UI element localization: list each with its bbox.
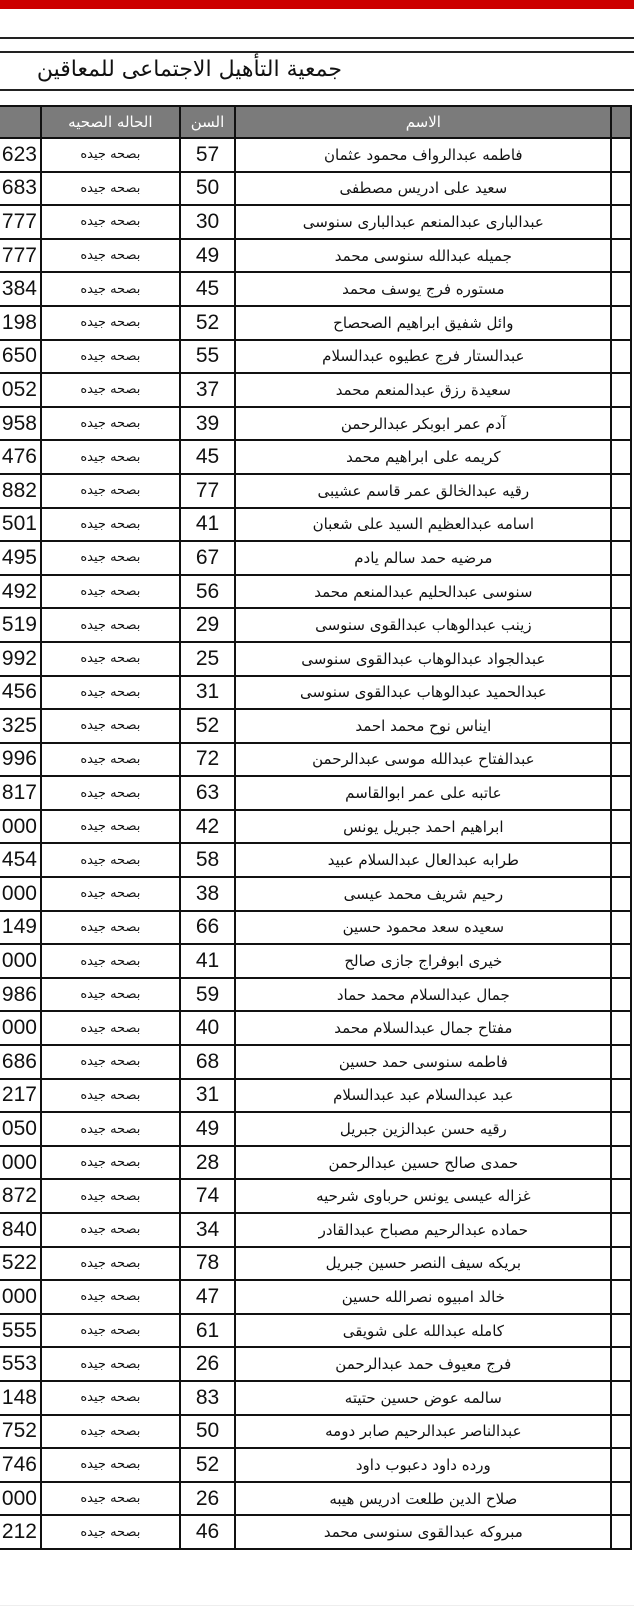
cell-index xyxy=(611,138,631,172)
cell-number: 882 xyxy=(0,474,41,508)
cell-status: بصحه جيده xyxy=(41,1213,180,1247)
cell-number: 872 xyxy=(0,1179,41,1213)
header-age: السن xyxy=(180,106,236,138)
cell-number: 454 xyxy=(0,843,41,877)
table-row xyxy=(0,340,631,374)
cell-status: بصحه جيده xyxy=(41,877,180,911)
cell-index xyxy=(611,340,631,374)
table-row xyxy=(0,709,631,743)
cell-number: 198 xyxy=(0,306,41,340)
cell-number: 000 xyxy=(0,1146,41,1180)
cell-number: 752 xyxy=(0,1415,41,1449)
cell-index xyxy=(611,709,631,743)
table-row xyxy=(0,138,631,172)
table-row xyxy=(0,508,631,542)
cell-number: 992 xyxy=(0,642,41,676)
cell-age: 25 xyxy=(180,642,236,676)
cell-number: 996 xyxy=(0,743,41,777)
cell-number: 148 xyxy=(0,1381,41,1415)
cell-index xyxy=(611,843,631,877)
document-title: جمعية التأهيل الاجتماعى للمعاقين xyxy=(36,57,342,82)
cell-number: 000 xyxy=(0,944,41,978)
cell-index xyxy=(611,1179,631,1213)
table-row xyxy=(0,1448,631,1482)
table-row xyxy=(0,1314,631,1348)
cell-name: عبدالفتاح عبدالله موسى عبدالرحمن xyxy=(235,743,611,777)
cell-index xyxy=(611,978,631,1012)
cell-number: 456 xyxy=(0,676,41,710)
cell-index xyxy=(611,1213,631,1247)
cell-age: 45 xyxy=(180,272,236,306)
cell-number: 840 xyxy=(0,1213,41,1247)
table-row xyxy=(0,877,631,911)
header-index xyxy=(611,106,631,138)
cell-status: بصحه جيده xyxy=(41,1179,180,1213)
cell-age: 55 xyxy=(180,340,236,374)
cell-age: 41 xyxy=(180,508,236,542)
cell-age: 72 xyxy=(180,743,236,777)
cell-name: مفتاح جمال عبدالسلام محمد xyxy=(235,1011,611,1045)
table-row xyxy=(0,776,631,810)
table-row xyxy=(0,911,631,945)
cell-age: 83 xyxy=(180,1381,236,1415)
cell-age: 42 xyxy=(180,810,236,844)
cell-age: 28 xyxy=(180,1146,236,1180)
cell-name: مستوره فرج يوسف محمد xyxy=(235,272,611,306)
cell-age: 74 xyxy=(180,1179,236,1213)
top-red-bar xyxy=(0,0,634,9)
cell-number: 683 xyxy=(0,172,41,206)
cell-status: بصحه جيده xyxy=(41,138,180,172)
cell-name: مرضيه حمد سالم يادم xyxy=(235,541,611,575)
cell-name: فاطمه سنوسى حمد حسين xyxy=(235,1045,611,1079)
cell-status: بصحه جيده xyxy=(41,1347,180,1381)
cell-age: 61 xyxy=(180,1314,236,1348)
cell-status: بصحه جيده xyxy=(41,1280,180,1314)
cell-number: 000 xyxy=(0,810,41,844)
table-row xyxy=(0,1247,631,1281)
cell-age: 52 xyxy=(180,306,236,340)
table-row xyxy=(0,676,631,710)
cell-status: بصحه جيده xyxy=(41,1448,180,1482)
cell-index xyxy=(611,474,631,508)
cell-age: 39 xyxy=(180,407,236,441)
cell-status: بصحه جيده xyxy=(41,340,180,374)
cell-index xyxy=(611,1314,631,1348)
cell-age: 66 xyxy=(180,911,236,945)
cell-age: 58 xyxy=(180,843,236,877)
cell-status: بصحه جيده xyxy=(41,810,180,844)
cell-age: 56 xyxy=(180,575,236,609)
table-header-row xyxy=(0,106,631,138)
cell-status: بصحه جيده xyxy=(41,407,180,441)
cell-status: بصحه جيده xyxy=(41,1381,180,1415)
cell-age: 29 xyxy=(180,608,236,642)
cell-age: 59 xyxy=(180,978,236,1012)
cell-status: بصحه جيده xyxy=(41,508,180,542)
cell-number: 958 xyxy=(0,407,41,441)
cell-number: 777 xyxy=(0,205,41,239)
cell-number: 986 xyxy=(0,978,41,1012)
cell-status: بصحه جيده xyxy=(41,911,180,945)
table-row xyxy=(0,239,631,273)
cell-age: 50 xyxy=(180,172,236,206)
cell-status: بصحه جيده xyxy=(41,978,180,1012)
cell-index xyxy=(611,575,631,609)
cell-status: بصحه جيده xyxy=(41,944,180,978)
table-row xyxy=(0,1011,631,1045)
cell-number: 000 xyxy=(0,1482,41,1516)
cell-status: بصحه جيده xyxy=(41,440,180,474)
cell-age: 40 xyxy=(180,1011,236,1045)
cell-number: 553 xyxy=(0,1347,41,1381)
table-row xyxy=(0,1381,631,1415)
cell-name: حمدى صالح حسين عبدالرحمن xyxy=(235,1146,611,1180)
cell-number: 686 xyxy=(0,1045,41,1079)
cell-name: عبدالحميد عبدالوهاب عبدالقوى سنوسى xyxy=(235,676,611,710)
cell-number: 492 xyxy=(0,575,41,609)
cell-number: 522 xyxy=(0,1247,41,1281)
cell-name: جمال عبدالسلام محمد حماد xyxy=(235,978,611,1012)
table-row xyxy=(0,1415,631,1449)
cell-name: اسامه عبدالعظيم السيد على شعبان xyxy=(235,508,611,542)
cell-index xyxy=(611,1146,631,1180)
cell-status: بصحه جيده xyxy=(41,1045,180,1079)
cell-name: رحيم شريف محمد عيسى xyxy=(235,877,611,911)
cell-index xyxy=(611,205,631,239)
cell-name: غزاله عيسى يونس حرباوى شرحيه xyxy=(235,1179,611,1213)
cell-number: 149 xyxy=(0,911,41,945)
cell-status: بصحه جيده xyxy=(41,1146,180,1180)
cell-name: خيرى ابوفراج جازى صالح xyxy=(235,944,611,978)
cell-index xyxy=(611,1515,631,1549)
cell-status: بصحه جيده xyxy=(41,1079,180,1113)
cell-age: 26 xyxy=(180,1347,236,1381)
cell-index xyxy=(611,1448,631,1482)
table-row xyxy=(0,1146,631,1180)
cell-number: 746 xyxy=(0,1448,41,1482)
cell-name: سعيد على ادريس مصطفى xyxy=(235,172,611,206)
cell-status: بصحه جيده xyxy=(41,575,180,609)
cell-name: رقيه حسن عبدالزين جبريل xyxy=(235,1112,611,1146)
cell-name: زينب عبدالوهاب عبدالقوى سنوسى xyxy=(235,608,611,642)
table-row xyxy=(0,1112,631,1146)
cell-status: بصحه جيده xyxy=(41,239,180,273)
cell-age: 77 xyxy=(180,474,236,508)
cell-status: بصحه جيده xyxy=(41,1247,180,1281)
cell-number: 000 xyxy=(0,1011,41,1045)
cell-age: 34 xyxy=(180,1213,236,1247)
cell-index xyxy=(611,272,631,306)
table-row xyxy=(0,944,631,978)
cell-name: بريكه سيف النصر حسين جبريل xyxy=(235,1247,611,1281)
cell-name: عبدالستار فرج عطيوه عبدالسلام xyxy=(235,340,611,374)
cell-age: 67 xyxy=(180,541,236,575)
table-row xyxy=(0,1515,631,1549)
table-row xyxy=(0,978,631,1012)
cell-number: 650 xyxy=(0,340,41,374)
cell-status: بصحه جيده xyxy=(41,843,180,877)
cell-index xyxy=(611,407,631,441)
cell-status: بصحه جيده xyxy=(41,1314,180,1348)
cell-name: جميله عبدالله سنوسى محمد xyxy=(235,239,611,273)
cell-index xyxy=(611,239,631,273)
cell-status: بصحه جيده xyxy=(41,541,180,575)
table-row xyxy=(0,608,631,642)
cell-index xyxy=(611,306,631,340)
cell-index xyxy=(611,776,631,810)
cell-number: 325 xyxy=(0,709,41,743)
table-row xyxy=(0,474,631,508)
cell-index xyxy=(611,541,631,575)
cell-name: عبد عبدالسلام عبد عبدالسلام xyxy=(235,1079,611,1113)
table-row xyxy=(0,541,631,575)
cell-index xyxy=(611,1079,631,1113)
cell-age: 52 xyxy=(180,1448,236,1482)
members-table xyxy=(0,105,632,1550)
cell-index xyxy=(611,911,631,945)
cell-number: 217 xyxy=(0,1079,41,1113)
cell-number: 000 xyxy=(0,1280,41,1314)
cell-status: بصحه جيده xyxy=(41,1011,180,1045)
table-row xyxy=(0,407,631,441)
cell-name: خالد امبيوه نصرالله حسين xyxy=(235,1280,611,1314)
cell-name: رقيه عبدالخالق عمر قاسم عشيبى xyxy=(235,474,611,508)
cell-number: 476 xyxy=(0,440,41,474)
table-row xyxy=(0,272,631,306)
cell-index xyxy=(611,1381,631,1415)
cell-index xyxy=(611,1112,631,1146)
table-row xyxy=(0,172,631,206)
cell-name: عبدالبارى عبدالمنعم عبدالبارى سنوسى xyxy=(235,205,611,239)
cell-age: 49 xyxy=(180,239,236,273)
cell-index xyxy=(611,743,631,777)
table-row xyxy=(0,1280,631,1314)
cell-age: 26 xyxy=(180,1482,236,1516)
header-name: الاسم xyxy=(235,106,611,138)
cell-status: بصحه جيده xyxy=(41,373,180,407)
table-row xyxy=(0,642,631,676)
cell-age: 45 xyxy=(180,440,236,474)
table-row xyxy=(0,1482,631,1516)
cell-status: بصحه جيده xyxy=(41,676,180,710)
cell-age: 31 xyxy=(180,676,236,710)
cell-name: طرابه عبدالعال عبدالسلام عبيد xyxy=(235,843,611,877)
cell-age: 47 xyxy=(180,1280,236,1314)
cell-number: 384 xyxy=(0,272,41,306)
cell-index xyxy=(611,1347,631,1381)
table-row xyxy=(0,306,631,340)
cell-number: 555 xyxy=(0,1314,41,1348)
cell-number: 052 xyxy=(0,373,41,407)
cell-index xyxy=(611,608,631,642)
cell-name: فاطمه عبدالرواف محمود عثمان xyxy=(235,138,611,172)
cell-status: بصحه جيده xyxy=(41,474,180,508)
cell-index xyxy=(611,877,631,911)
cell-status: بصحه جيده xyxy=(41,743,180,777)
cell-name: ابراهيم احمد جبريل يونس xyxy=(235,810,611,844)
cell-index xyxy=(611,1045,631,1079)
cell-status: بصحه جيده xyxy=(41,776,180,810)
table-row xyxy=(0,205,631,239)
cell-index xyxy=(611,440,631,474)
table-row xyxy=(0,1079,631,1113)
cell-number: 000 xyxy=(0,877,41,911)
cell-status: بصحه جيده xyxy=(41,306,180,340)
cell-index xyxy=(611,373,631,407)
table-row xyxy=(0,810,631,844)
table-row xyxy=(0,1045,631,1079)
cell-age: 57 xyxy=(180,138,236,172)
cell-age: 37 xyxy=(180,373,236,407)
divider xyxy=(0,37,634,39)
cell-age: 50 xyxy=(180,1415,236,1449)
cell-index xyxy=(611,1247,631,1281)
cell-name: سعيدة رزق عبدالمنعم محمد xyxy=(235,373,611,407)
cell-name: عبدالجواد عبدالوهاب عبدالقوى سنوسى xyxy=(235,642,611,676)
cell-age: 31 xyxy=(180,1079,236,1113)
divider xyxy=(0,89,634,91)
cell-status: بصحه جيده xyxy=(41,642,180,676)
cell-status: بصحه جيده xyxy=(41,1515,180,1549)
cell-name: كامله عبدالله على شويقى xyxy=(235,1314,611,1348)
cell-name: سعيده سعد محمود حسين xyxy=(235,911,611,945)
cell-index xyxy=(611,508,631,542)
table-row xyxy=(0,575,631,609)
cell-number: 777 xyxy=(0,239,41,273)
table-row xyxy=(0,440,631,474)
cell-age: 49 xyxy=(180,1112,236,1146)
cell-index xyxy=(611,642,631,676)
cell-name: آدم عمر ابوبكر عبدالرحمن xyxy=(235,407,611,441)
cell-name: ورده داود دعبوب داود xyxy=(235,1448,611,1482)
cell-index xyxy=(611,1011,631,1045)
cell-status: بصحه جيده xyxy=(41,1112,180,1146)
cell-age: 38 xyxy=(180,877,236,911)
cell-name: فرج معيوف حمد عبدالرحمن xyxy=(235,1347,611,1381)
table-row xyxy=(0,743,631,777)
cell-name: سنوسى عبدالحليم عبدالمنعم محمد xyxy=(235,575,611,609)
cell-index xyxy=(611,1482,631,1516)
cell-number: 817 xyxy=(0,776,41,810)
cell-name: صلاح الدين طلعت ادريس هيبه xyxy=(235,1482,611,1516)
cell-index xyxy=(611,1280,631,1314)
cell-age: 30 xyxy=(180,205,236,239)
cell-name: عاتبه على عمر ابوالقاسم xyxy=(235,776,611,810)
cell-name: ايناس نوح محمد احمد xyxy=(235,709,611,743)
cell-status: بصحه جيده xyxy=(41,272,180,306)
cell-name: مبروكه عبدالقوى سنوسى محمد xyxy=(235,1515,611,1549)
cell-number: 050 xyxy=(0,1112,41,1146)
cell-name: سالمه عوض حسين حتيته xyxy=(235,1381,611,1415)
cell-age: 46 xyxy=(180,1515,236,1549)
cell-status: بصحه جيده xyxy=(41,172,180,206)
cell-status: بصحه جيده xyxy=(41,1415,180,1449)
header-number xyxy=(0,106,41,138)
cell-age: 78 xyxy=(180,1247,236,1281)
cell-number: 519 xyxy=(0,608,41,642)
cell-name: وائل شفيق ابراهيم الصحصاح xyxy=(235,306,611,340)
cell-status: بصحه جيده xyxy=(41,608,180,642)
cell-status: بصحه جيده xyxy=(41,709,180,743)
cell-index xyxy=(611,172,631,206)
cell-index xyxy=(611,810,631,844)
cell-age: 63 xyxy=(180,776,236,810)
cell-number: 501 xyxy=(0,508,41,542)
table-row xyxy=(0,1179,631,1213)
divider xyxy=(0,1605,634,1606)
cell-number: 623 xyxy=(0,138,41,172)
cell-name: كريمه على ابراهيم محمد xyxy=(235,440,611,474)
header-status: الحاله الصحيه xyxy=(41,106,180,138)
table-row xyxy=(0,1347,631,1381)
cell-name: عبدالناصر عبدالرحيم صابر دومه xyxy=(235,1415,611,1449)
cell-index xyxy=(611,1415,631,1449)
cell-number: 495 xyxy=(0,541,41,575)
cell-index xyxy=(611,676,631,710)
cell-age: 41 xyxy=(180,944,236,978)
cell-index xyxy=(611,944,631,978)
cell-number: 212 xyxy=(0,1515,41,1549)
cell-name: حماده عبدالرحيم مصباح عبدالقادر xyxy=(235,1213,611,1247)
table-row xyxy=(0,1213,631,1247)
cell-status: بصحه جيده xyxy=(41,1482,180,1516)
table-row xyxy=(0,373,631,407)
cell-status: بصحه جيده xyxy=(41,205,180,239)
cell-age: 52 xyxy=(180,709,236,743)
document-title-row xyxy=(0,53,634,90)
table-row xyxy=(0,843,631,877)
cell-age: 68 xyxy=(180,1045,236,1079)
